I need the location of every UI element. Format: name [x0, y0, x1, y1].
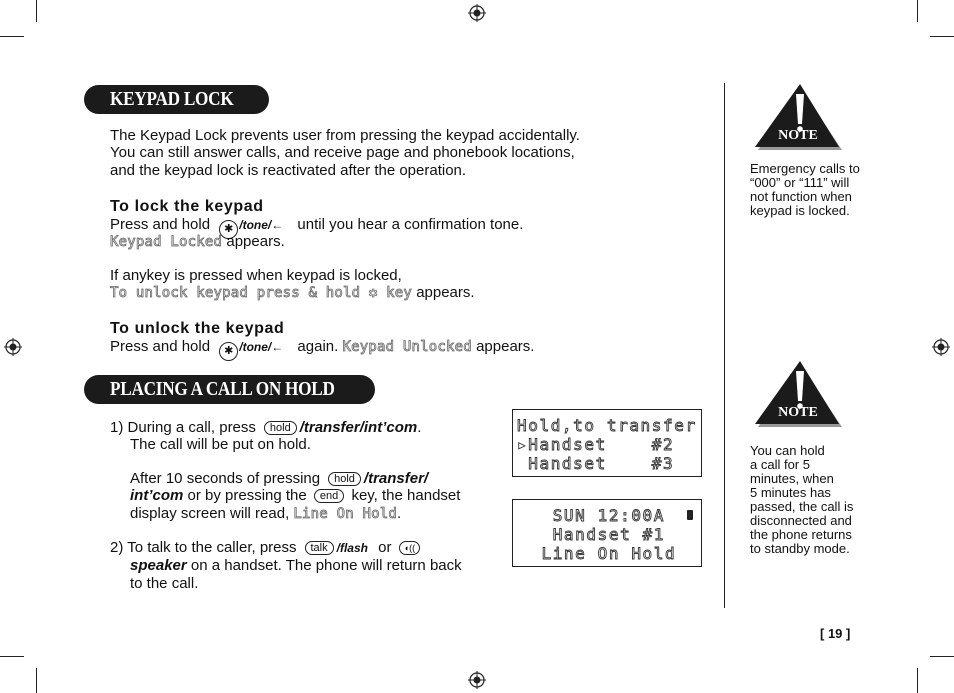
lcd-message-keypad-locked: Keypad Locked: [110, 234, 223, 250]
note-label: NOTE: [778, 405, 818, 420]
registration-mark-icon: [468, 4, 486, 22]
speaker-key-icon: ◖((: [399, 541, 420, 555]
lcd-row: Handset #3: [517, 454, 675, 473]
crop-mark: [917, 668, 918, 693]
note-warning-1: [752, 84, 848, 154]
page-number: [ 19 ]: [820, 626, 851, 641]
anykey-line: If anykey is pressed when keypad is locked,: [110, 267, 402, 284]
lock-keypad-title: To lock the keypad: [110, 198, 264, 215]
star-key-icon: ✱: [219, 342, 238, 361]
end-key-icon: end: [314, 489, 344, 503]
hold-step-2: 2) To talk to the caller, press talk /flash or ◖(( speaker on a handset. The phone will return back to the call.: [110, 539, 462, 592]
note-text-2: You can hold a call for 5 minutes, when 5 minutes has passed, the call is disconnected and the phone returns to standby mode.: [750, 443, 854, 556]
note-warning-2: [752, 361, 848, 431]
star-key-icon: ✱: [219, 220, 238, 239]
crop-mark: [917, 0, 918, 22]
lcd-message-line-on-hold: Line On Hold: [293, 505, 397, 522]
registration-mark-icon: [468, 671, 486, 689]
lcd-row: ▸Handset #2: [517, 435, 675, 454]
hold-heading: PLACING A CALL ON HOLD: [84, 375, 375, 404]
column-divider: [724, 83, 725, 608]
lcd-screen-hold-transfer: [512, 409, 702, 477]
lock-step: Press and hold ✱ /tone/← until you hear a confirmation tone.: [110, 216, 523, 239]
keypad-locked-line: Keypad Locked appears.: [110, 233, 285, 250]
crop-mark: [36, 0, 37, 22]
lcd-row: Line On Hold: [519, 544, 677, 563]
lcd-row: SUN 12:00A: [519, 506, 666, 525]
crop-mark: [930, 36, 954, 37]
crop-mark: [930, 656, 954, 657]
hold-key-icon: hold: [328, 472, 361, 486]
talk-key-icon: talk: [305, 541, 334, 555]
battery-icon: [687, 510, 693, 520]
lcd-message-unlock-prompt: To unlock keypad press & hold ✱ key: [110, 285, 413, 301]
tone-key-label: /tone/←: [239, 218, 284, 232]
crop-mark: [0, 656, 24, 657]
lcd-row: Handset #1: [519, 525, 666, 544]
registration-mark-icon: [4, 338, 22, 356]
hold-after-paragraph: After 10 seconds of pressing hold /transfer/ int’com or by pressing the end key, the handset display screen will read, Line On Hold.: [130, 470, 461, 522]
keypad-lock-intro: The Keypad Lock prevents user from pressing the keypad accidentally. You can still answer calls, and receive page and phonebook locations, and the keypad lock is reactivated after the operation.: [110, 127, 580, 179]
unlock-keypad-title: To unlock the keypad: [110, 320, 285, 337]
registration-mark-icon: [932, 338, 950, 356]
hold-key-icon: hold: [264, 421, 297, 435]
hold-step-1: 1) During a call, press hold /transfer/int’com. The call will be put on hold.: [110, 419, 422, 454]
keypad-lock-heading: KEYPAD LOCK: [84, 85, 269, 114]
tone-key-label: /tone/←: [239, 340, 284, 354]
lcd-message-keypad-unlocked: Keypad Unlocked: [342, 339, 472, 355]
crop-mark: [0, 36, 24, 37]
crop-mark: [36, 668, 37, 693]
note-text-1: Emergency calls to “000” or “111” will not function when keypad is locked.: [750, 161, 860, 218]
unlock-prompt-line: To unlock keypad press & hold ✱ key appears.: [110, 284, 475, 301]
lcd-screen-line-on-hold: [512, 499, 702, 567]
lcd-row: Hold,to transfer: [517, 416, 697, 435]
unlock-step: Press and hold ✱ /tone/← again. Keypad Unlocked appears.: [110, 338, 534, 361]
note-label: NOTE: [778, 128, 818, 143]
